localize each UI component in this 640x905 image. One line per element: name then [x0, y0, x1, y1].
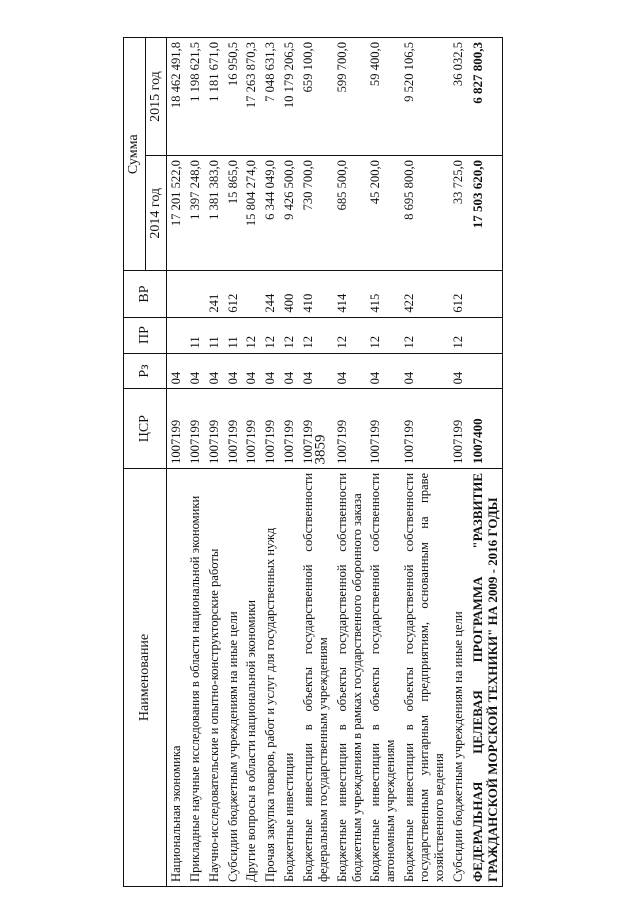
- table-row: [449, 38, 468, 887]
- row-name: Прочая закупка товаров, работ и услуг для государственных нужд: [261, 468, 280, 886]
- row-pr: 12: [242, 317, 261, 353]
- total-2015: 6 827 800,3: [468, 38, 503, 156]
- row-rz: 04: [400, 353, 449, 389]
- row-pr: 11: [205, 317, 224, 353]
- row-rz: 04: [280, 353, 299, 389]
- row-rz: 04: [224, 353, 243, 389]
- budget-table: [123, 37, 503, 887]
- row-2014: 685 500,0: [333, 156, 367, 271]
- table-row: [280, 38, 299, 887]
- row-2014: 6 344 049,0: [261, 156, 280, 271]
- row-rz: 04: [205, 353, 224, 389]
- table-header: [124, 38, 167, 887]
- row-vr: [186, 271, 205, 317]
- total-2014: 17 503 620,0: [468, 156, 503, 271]
- row-csr: 1007199: [261, 389, 280, 469]
- row-csr: 1007199: [449, 389, 468, 469]
- row-pr: 12: [299, 317, 333, 353]
- row-pr: 12: [449, 317, 468, 353]
- row-pr: 11: [186, 317, 205, 353]
- row-2014: 33 725,0: [449, 156, 468, 271]
- row-2015: 9 520 106,5: [400, 38, 449, 156]
- row-vr: 612: [449, 271, 468, 317]
- header-2014: 2014 год: [145, 156, 167, 271]
- row-csr: 1007199: [333, 389, 367, 469]
- row-csr: 1007199: [224, 389, 243, 469]
- row-2014: 45 200,0: [366, 156, 400, 271]
- row-vr: 400: [280, 271, 299, 317]
- header-name: Наименование: [124, 468, 167, 886]
- row-rz: 04: [261, 353, 280, 389]
- row-2015: 59 400,0: [366, 38, 400, 156]
- total-vr: [468, 271, 503, 317]
- row-csr: 1007199: [205, 389, 224, 469]
- row-2015: 1 181 671,0: [205, 38, 224, 156]
- row-2014: 15 804 274,0: [242, 156, 261, 271]
- row-2015: 18 462 491,8: [167, 38, 186, 156]
- row-2014: 17 201 522,0: [167, 156, 186, 271]
- table-row: [261, 38, 280, 887]
- row-vr: 410: [299, 271, 333, 317]
- row-csr: 1007199: [366, 389, 400, 469]
- row-csr: 1007199: [299, 389, 333, 469]
- table-row: [205, 38, 224, 887]
- row-vr: 244: [261, 271, 280, 317]
- row-rz: 04: [299, 353, 333, 389]
- row-pr: 12: [333, 317, 367, 353]
- row-name: Субсидии бюджетным учреждениям на иные цели: [449, 468, 468, 886]
- header-rz: Рз: [124, 353, 167, 389]
- page-number: 3859: [312, 434, 329, 465]
- row-rz: 04: [449, 353, 468, 389]
- row-2015: 36 032,5: [449, 38, 468, 156]
- row-name: Прикладные научные исследования в области национальной экономики: [186, 468, 205, 886]
- row-pr: 11: [224, 317, 243, 353]
- row-name: Бюджетные инвестиции в объекты государственной собственности государственным унитарным предприятиям, основанным на праве хозяйственного ведения: [400, 468, 449, 886]
- row-name: Субсидии бюджетным учреждениям на иные цели: [224, 468, 243, 886]
- table-row: [333, 38, 367, 887]
- row-vr: [167, 271, 186, 317]
- row-csr: 1007199: [167, 389, 186, 469]
- row-vr: 422: [400, 271, 449, 317]
- row-pr: 12: [280, 317, 299, 353]
- row-2015: 1 198 621,5: [186, 38, 205, 156]
- table-row: [224, 38, 243, 887]
- row-vr: 415: [366, 271, 400, 317]
- row-2014: 15 865,0: [224, 156, 243, 271]
- row-2014: 1 381 383,0: [205, 156, 224, 271]
- table-body: [167, 38, 503, 887]
- table-row: [366, 38, 400, 887]
- row-2015: 10 179 206,5: [280, 38, 299, 156]
- row-rz: 04: [242, 353, 261, 389]
- row-pr: 12: [366, 317, 400, 353]
- table-row: [242, 38, 261, 887]
- header-vr: ВР: [124, 271, 167, 317]
- total-name: ФЕДЕРАЛЬНАЯ ЦЕЛЕВАЯ ПРОГРАММА "РАЗВИТИЕ ГРАЖДАНСКОЙ МОРСКОЙ ТЕХНИКИ" НА 2009 - 2016 ГОДЫ: [468, 468, 503, 886]
- row-2015: 599 700,0: [333, 38, 367, 156]
- row-vr: [242, 271, 261, 317]
- row-pr: [167, 317, 186, 353]
- row-name: Бюджетные инвестиции в объекты государственной собственности бюджетным учреждениям в рамках государственного оборонного заказа: [333, 468, 367, 886]
- row-rz: 04: [333, 353, 367, 389]
- table-row-total: [468, 38, 503, 887]
- row-2014: 1 397 248,0: [186, 156, 205, 271]
- row-csr: 1007199: [242, 389, 261, 469]
- total-rz: [468, 353, 503, 389]
- header-csr: ЦСР: [124, 389, 167, 469]
- rotated-table-container: [123, 37, 578, 887]
- row-csr: 1007199: [400, 389, 449, 469]
- row-rz: 04: [167, 353, 186, 389]
- row-csr: 1007199: [280, 389, 299, 469]
- row-vr: 241: [205, 271, 224, 317]
- row-csr: 1007199: [186, 389, 205, 469]
- total-csr: 1007400: [468, 389, 503, 469]
- row-name: Другие вопросы в области национальной экономики: [242, 468, 261, 886]
- row-rz: 04: [186, 353, 205, 389]
- row-name: Бюджетные инвестиции в объекты государственной собственности федеральным государственным учреждениям: [299, 468, 333, 886]
- row-2015: 7 048 631,3: [261, 38, 280, 156]
- row-2014: 9 426 500,0: [280, 156, 299, 271]
- row-name: Бюджетные инвестиции: [280, 468, 299, 886]
- row-rz: 04: [366, 353, 400, 389]
- table-row: [186, 38, 205, 887]
- row-pr: 12: [261, 317, 280, 353]
- header-sum: Сумма: [124, 38, 146, 271]
- row-2014: 8 695 800,0: [400, 156, 449, 271]
- row-vr: 612: [224, 271, 243, 317]
- header-2015: 2015 год: [145, 38, 167, 156]
- row-2015: 659 100,0: [299, 38, 333, 156]
- row-vr: 414: [333, 271, 367, 317]
- row-pr: 12: [400, 317, 449, 353]
- row-2014: 730 700,0: [299, 156, 333, 271]
- row-name: Национальная экономика: [167, 468, 186, 886]
- header-pr: ПР: [124, 317, 167, 353]
- row-name: Научно-исследовательские и опытно-конструкторские работы: [205, 468, 224, 886]
- table-row: [299, 38, 333, 887]
- row-2015: 17 263 870,3: [242, 38, 261, 156]
- table-row: [167, 38, 186, 887]
- total-pr: [468, 317, 503, 353]
- row-name: Бюджетные инвестиции в объекты государственной собственности автономным учреждениям: [366, 468, 400, 886]
- table-row: [400, 38, 449, 887]
- row-2015: 16 950,5: [224, 38, 243, 156]
